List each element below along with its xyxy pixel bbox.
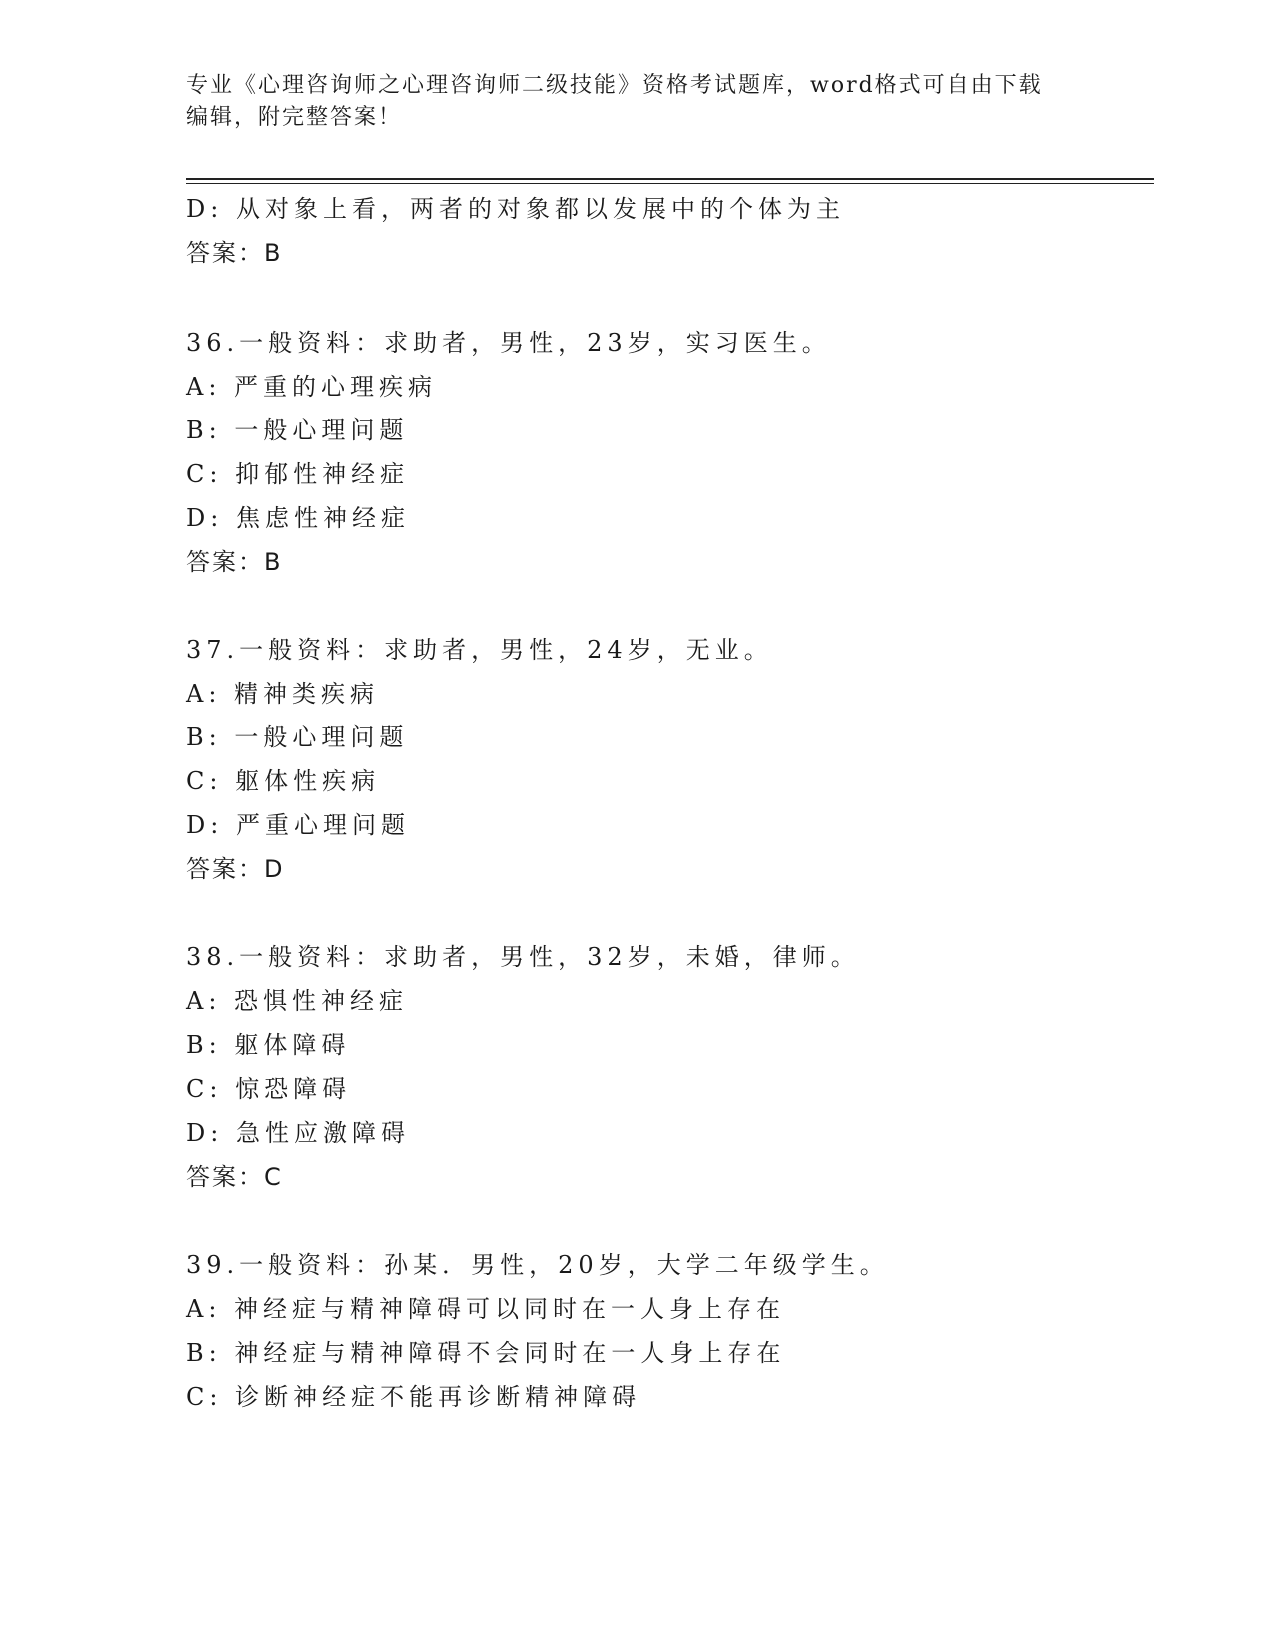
answer-continued: 答案：B [186, 239, 283, 267]
question-39-stem: 39.一般资料：孙某．男性，20岁，大学二年级学生。 [186, 1251, 889, 1279]
option-d-continued: D: 从对象上看，两者的对象都以发展中的个体为主 [186, 195, 845, 223]
question-38-option-a: A: 恐惧性神经症 [186, 987, 409, 1015]
header-line-2: 编辑，附完整答案！ [186, 105, 403, 130]
question-38-option-c: C: 惊恐障碍 [186, 1075, 352, 1103]
header-rule-thin [186, 183, 1154, 184]
question-36-answer: 答案：B [186, 548, 283, 576]
question-39-option-c: C: 诊断神经症不能再诊断精神障碍 [186, 1383, 642, 1411]
document-header [186, 70, 1066, 134]
question-39-option-b: B: 神经症与精神障碍不会同时在一人身上存在 [186, 1339, 786, 1367]
question-37-option-b: B: 一般心理问题 [186, 723, 409, 751]
question-36-option-b: B: 一般心理问题 [186, 416, 409, 444]
header-rule-thick [186, 178, 1154, 180]
question-37-option-d: D: 严重心理问题 [186, 811, 410, 839]
question-36-option-a: A: 严重的心理疾病 [186, 373, 438, 401]
question-38-option-d: D: 急性应激障碍 [186, 1119, 410, 1147]
question-36-option-d: D: 焦虑性神经症 [186, 504, 410, 532]
question-39-option-a: A: 神经症与精神障碍可以同时在一人身上存在 [186, 1295, 786, 1323]
question-36-option-c: C: 抑郁性神经症 [186, 460, 410, 488]
question-37-option-c: C: 躯体性疾病 [186, 767, 381, 795]
question-38-answer: 答案：C [186, 1163, 283, 1191]
question-37-option-a: A: 精神类疾病 [186, 680, 380, 708]
question-38-option-b: B: 躯体障碍 [186, 1031, 351, 1059]
question-37-answer: 答案：D [186, 855, 285, 883]
question-37-stem: 37.一般资料：求助者，男性，24岁，无业。 [186, 636, 773, 664]
question-36-stem: 36.一般资料：求助者，男性，23岁，实习医生。 [186, 329, 831, 357]
header-line-1: 专业《心理咨询师之心理咨询师二级技能》资格考试题库，word格式可自由下载 [186, 73, 1043, 98]
question-38-stem: 38.一般资料：求助者，男性，32岁，未婚，律师。 [186, 943, 860, 971]
